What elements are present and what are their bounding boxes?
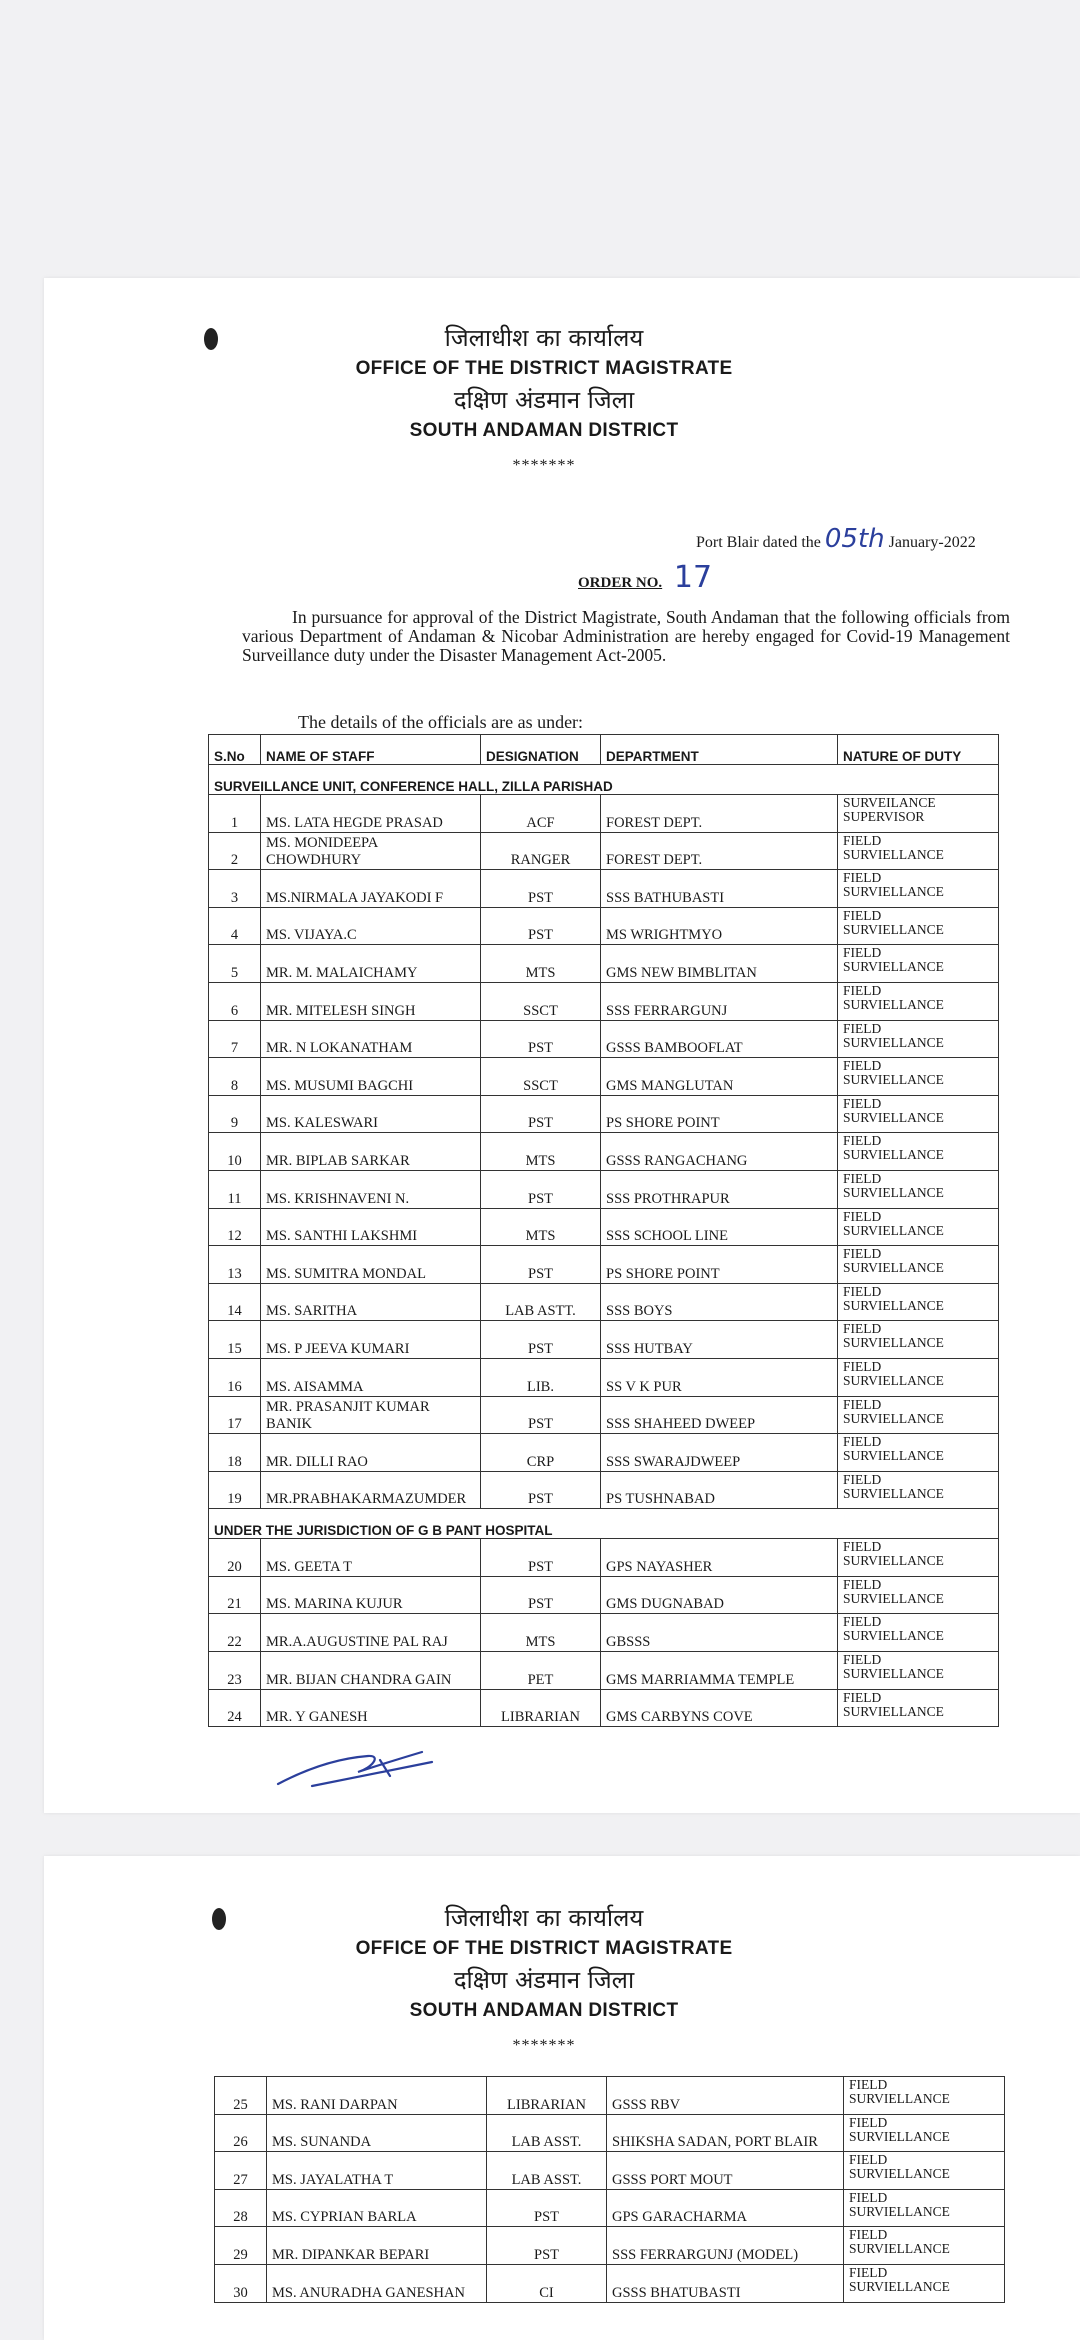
table-row (209, 832, 999, 870)
cell-duty (838, 1321, 999, 1359)
cell-designation: PST (481, 870, 601, 908)
cell-designation: PST (487, 2227, 607, 2265)
section-row (209, 765, 999, 795)
cell-designation: MTS (481, 1133, 601, 1171)
duty-line-2: SURVIELLANCE (843, 1448, 944, 1464)
duty-line-2: SURVIELLANCE (843, 1553, 944, 1569)
duty-line-2: SURVIELLANCE (849, 2203, 950, 2219)
cell-department: GPS NAYASHER (601, 1539, 838, 1577)
cell-name: MS. SARITHA (261, 1283, 481, 1321)
duty-line-2: SURVIELLANCE (843, 1590, 944, 1606)
duty-line-2: SURVIELLANCE (843, 1222, 944, 1238)
district-title: SOUTH ANDAMAN DISTRICT (409, 2000, 679, 2021)
cell-duty (838, 1283, 999, 1321)
table-row (215, 2114, 1005, 2152)
cell-designation: PST (481, 1095, 601, 1133)
duty-line-2: SURVIELLANCE (849, 2166, 950, 2182)
duty-line-1: FIELD (849, 2264, 888, 2280)
cell-department: SSS PROTHRAPUR (601, 1170, 838, 1208)
cell-duty (838, 1246, 999, 1284)
order-number (578, 560, 712, 595)
duty-line-1: FIELD (843, 1208, 882, 1224)
duty-line-1: SURVEILANCE (843, 795, 936, 810)
cell-designation: SSCT (481, 1058, 601, 1096)
date-month-year: January-2022 (888, 534, 976, 551)
date-line (696, 524, 976, 554)
cell-department: SSS FERRARGUNJ (MODEL) (607, 2227, 844, 2265)
duty-line-1: FIELD (843, 1689, 882, 1705)
cell-designation: PST (481, 1539, 601, 1577)
cell-duty (844, 2077, 1005, 2115)
duty-line-1: FIELD (843, 1358, 882, 1374)
cell-duty (838, 795, 999, 833)
cell-duty (838, 1614, 999, 1652)
cell-department: FOREST DEPT. (601, 832, 838, 870)
table-row (215, 2264, 1005, 2302)
cell-duty (838, 945, 999, 983)
cell-department: PS SHORE POINT (601, 1246, 838, 1284)
cell-duty (838, 832, 999, 870)
cell-designation: MTS (481, 1614, 601, 1652)
cell-department: GSSS RBV (607, 2077, 844, 2115)
duty-line-2: SURVIELLANCE (843, 1666, 944, 1682)
cell-designation: MTS (481, 1208, 601, 1246)
cell-name: MS. KRISHNAVENI N. (261, 1170, 481, 1208)
cell-designation: RANGER (481, 832, 601, 870)
cell-sno: 12 (209, 1208, 261, 1246)
staff-table (208, 734, 999, 1727)
duty-line-2: SURVIELLANCE (843, 996, 944, 1012)
duty-line-2: SURVIELLANCE (843, 1297, 944, 1313)
duty-line-2: SURVIELLANCE (849, 2128, 950, 2144)
cell-name: MR. DILLI RAO (261, 1434, 481, 1472)
cell-name: MS. SANTHI LAKSHMI (261, 1208, 481, 1246)
duty-line-2: SURVIELLANCE (843, 1260, 944, 1276)
cell-designation: PET (481, 1652, 601, 1690)
duty-line-2: SURVIELLANCE (849, 2241, 950, 2257)
cell-designation: CRP (481, 1434, 601, 1472)
table-row (215, 2227, 1005, 2265)
duty-line-1: FIELD (849, 2227, 888, 2243)
table-row (215, 2189, 1005, 2227)
cell-sno: 8 (209, 1058, 261, 1096)
table-row (209, 907, 999, 945)
cell-department: PS TUSHNABAD (601, 1471, 838, 1509)
duty-line-1: FIELD (843, 1471, 882, 1487)
cell-department: PS SHORE POINT (601, 1095, 838, 1133)
duty-line-1: FIELD (843, 1283, 882, 1299)
cell-department: GMS DUGNABAD (601, 1576, 838, 1614)
cell-duty (844, 2114, 1005, 2152)
table-row (209, 1652, 999, 1690)
table-row (209, 1020, 999, 1058)
table-row (209, 1614, 999, 1652)
header-name: NAME OF STAFF (261, 735, 481, 765)
cell-department: SSS BOYS (601, 1283, 838, 1321)
order-label: ORDER NO. (578, 575, 663, 591)
cell-name: MS. AISAMMA (261, 1358, 481, 1396)
cell-sno: 2 (209, 832, 261, 870)
cell-duty (838, 1652, 999, 1690)
cell-duty (838, 1020, 999, 1058)
cell-name: MS. GEETA T (261, 1539, 481, 1577)
cell-name: MS. CYPRIAN BARLA (267, 2189, 487, 2227)
document-page-2 (44, 1856, 1080, 2340)
cell-duty (838, 870, 999, 908)
duty-line-2: SURVIELLANCE (849, 2278, 950, 2294)
header-duty: NATURE OF DUTY (838, 735, 999, 765)
separator-stars: ******* (512, 2037, 576, 2054)
duty-line-1: FIELD (843, 982, 882, 998)
cell-sno: 14 (209, 1283, 261, 1321)
hindi-office-title: जिलाधीश का कार्यालय (444, 324, 644, 352)
duty-line-1: FIELD (843, 1170, 882, 1186)
cell-department: SS V K PUR (601, 1358, 838, 1396)
cell-duty (838, 982, 999, 1020)
hindi-district-title: दक्षिण अंडमान जिला (453, 386, 635, 414)
cell-duty (844, 2227, 1005, 2265)
cell-name: MS. MONIDEEPA CHOWDHURY (261, 832, 481, 870)
table-row (209, 1170, 999, 1208)
date-prefix: Port Blair dated the (696, 534, 821, 551)
table-header-row (209, 735, 999, 765)
table-row (209, 1396, 999, 1434)
duty-line-2: SURVIELLANCE (843, 1372, 944, 1388)
cell-department: MS WRIGHTMYO (601, 907, 838, 945)
duty-line-1: FIELD (843, 1246, 882, 1262)
table-row (209, 1358, 999, 1396)
letterhead (44, 1902, 1044, 2066)
cell-sno: 4 (209, 907, 261, 945)
cell-designation: CI (487, 2264, 607, 2302)
cell-designation: PST (481, 1576, 601, 1614)
cell-sno: 23 (209, 1652, 261, 1690)
cell-sno: 11 (209, 1170, 261, 1208)
cell-sno: 20 (209, 1539, 261, 1577)
duty-line-1: FIELD (843, 1576, 882, 1592)
cell-department: GSSS BHATUBASTI (607, 2264, 844, 2302)
duty-line-2: SURVIELLANCE (843, 1034, 944, 1050)
order-paragraph (242, 608, 1010, 665)
duty-line-2: SURVIELLANCE (843, 884, 944, 900)
cell-name: MS. MARINA KUJUR (261, 1576, 481, 1614)
duty-line-2: SUPERVISOR (843, 809, 925, 824)
table-row (209, 1689, 999, 1727)
duty-line-1: FIELD (843, 1614, 882, 1630)
office-title: OFFICE OF THE DISTRICT MAGISTRATE (355, 358, 733, 379)
hindi-office-title: जिलाधीश का कार्यालय (444, 1904, 644, 1932)
cell-sno: 29 (215, 2227, 267, 2265)
cell-duty (844, 2264, 1005, 2302)
cell-sno: 7 (209, 1020, 261, 1058)
handwritten-order-number: 17 (673, 560, 713, 595)
cell-designation: PST (481, 1396, 601, 1434)
cell-duty (838, 1133, 999, 1171)
signature-scribble (272, 1736, 442, 1796)
table-row (209, 982, 999, 1020)
section-title: UNDER THE JURISDICTION OF G B PANT HOSPITAL (209, 1509, 999, 1539)
duty-line-2: SURVIELLANCE (843, 1147, 944, 1163)
cell-duty (838, 1471, 999, 1509)
cell-designation: PST (481, 1471, 601, 1509)
cell-name: MS. JAYALATHA T (267, 2152, 487, 2190)
cell-department: SSS HUTBAY (601, 1321, 838, 1359)
duty-line-1: FIELD (843, 870, 882, 886)
cell-department: GSSS PORT MOUT (607, 2152, 844, 2190)
cell-sno: 25 (215, 2077, 267, 2115)
duty-line-1: FIELD (849, 2077, 888, 2092)
duty-line-1: FIELD (843, 907, 882, 923)
duty-line-2: SURVIELLANCE (843, 1703, 944, 1719)
separator-stars: ******* (512, 457, 576, 474)
cell-designation: LAB ASTT. (481, 1283, 601, 1321)
cell-duty (844, 2189, 1005, 2227)
cell-name: MS. ANURADHA GANESHAN (267, 2264, 487, 2302)
cell-department: GMS MANGLUTAN (601, 1058, 838, 1096)
cell-sno: 10 (209, 1133, 261, 1171)
cell-sno: 24 (209, 1689, 261, 1727)
duty-line-1: FIELD (843, 1396, 882, 1412)
duty-line-2: SURVIELLANCE (843, 1072, 944, 1088)
cell-duty (838, 1539, 999, 1577)
duty-line-1: FIELD (843, 1133, 882, 1149)
hindi-district-title: दक्षिण अंडमान जिला (453, 1966, 635, 1994)
cell-sno: 30 (215, 2264, 267, 2302)
duty-line-2: SURVIELLANCE (843, 1335, 944, 1351)
table-row (215, 2152, 1005, 2190)
cell-department: GMS NEW BIMBLITAN (601, 945, 838, 983)
duty-line-1: FIELD (843, 832, 882, 848)
details-line: The details of the officials are as under: (298, 712, 584, 732)
duty-line-1: FIELD (843, 1652, 882, 1668)
cell-sno: 3 (209, 870, 261, 908)
district-title: SOUTH ANDAMAN DISTRICT (409, 420, 679, 441)
cell-sno: 1 (209, 795, 261, 833)
duty-line-2: SURVIELLANCE (843, 1485, 944, 1501)
cell-sno: 17 (209, 1396, 261, 1434)
cell-department: GSSS RANGACHANG (601, 1133, 838, 1171)
duty-line-1: FIELD (843, 1321, 882, 1337)
cell-department: GBSSS (601, 1614, 838, 1652)
cell-department: SSS SHAHEED DWEEP (601, 1396, 838, 1434)
cell-name: MR.A.AUGUSTINE PAL RAJ (261, 1614, 481, 1652)
cell-duty (838, 1689, 999, 1727)
cell-designation: LAB ASST. (487, 2114, 607, 2152)
duty-line-1: FIELD (849, 2189, 888, 2205)
table-row (209, 1283, 999, 1321)
cell-name: MR. BIPLAB SARKAR (261, 1133, 481, 1171)
cell-name: MS. SUMITRA MONDAL (261, 1246, 481, 1284)
cell-sno: 6 (209, 982, 261, 1020)
header-department: DEPARTMENT (601, 735, 838, 765)
cell-designation: LIB. (481, 1358, 601, 1396)
table-row (209, 1095, 999, 1133)
cell-department: GSSS BAMBOOFLAT (601, 1020, 838, 1058)
cell-name: MR. Y GANESH (261, 1689, 481, 1727)
office-title: OFFICE OF THE DISTRICT MAGISTRATE (355, 1938, 733, 1959)
table-row (209, 1133, 999, 1171)
duty-line-2: SURVIELLANCE (843, 1410, 944, 1426)
cell-sno: 5 (209, 945, 261, 983)
cell-name: MS. RANI DARPAN (267, 2077, 487, 2115)
cell-duty (838, 1170, 999, 1208)
duty-line-1: FIELD (843, 945, 882, 961)
cell-designation: PST (481, 1321, 601, 1359)
cell-sno: 9 (209, 1095, 261, 1133)
table-row (209, 1058, 999, 1096)
cell-name: MS. KALESWARI (261, 1095, 481, 1133)
cell-designation: PST (481, 907, 601, 945)
cell-department: SSS SCHOOL LINE (601, 1208, 838, 1246)
cell-name: MS. MUSUMI BAGCHI (261, 1058, 481, 1096)
cell-duty (838, 1095, 999, 1133)
cell-duty (838, 1358, 999, 1396)
cell-name: MS. SUNANDA (267, 2114, 487, 2152)
duty-line-2: SURVIELLANCE (843, 1184, 944, 1200)
cell-designation: LIBRARIAN (481, 1689, 601, 1727)
cell-sno: 27 (215, 2152, 267, 2190)
section-row (209, 1509, 999, 1539)
cell-designation: MTS (481, 945, 601, 983)
cell-name: MS. VIJAYA.C (261, 907, 481, 945)
cell-duty (838, 1576, 999, 1614)
cell-department: SHIKSHA SADAN, PORT BLAIR (607, 2114, 844, 2152)
duty-line-2: SURVIELLANCE (843, 921, 944, 937)
cell-designation: ACF (481, 795, 601, 833)
cell-name: MR. PRASANJIT KUMAR BANIK (261, 1396, 481, 1434)
cell-sno: 28 (215, 2189, 267, 2227)
table-row (209, 1246, 999, 1284)
duty-line-2: SURVIELLANCE (843, 1109, 944, 1125)
cell-name: MR.PRABHAKARMAZUMDER (261, 1471, 481, 1509)
cell-name: MS. LATA HEGDE PRASAD (261, 795, 481, 833)
table-row (209, 1471, 999, 1509)
cell-sno: 22 (209, 1614, 261, 1652)
table-row (209, 945, 999, 983)
duty-line-2: SURVIELLANCE (843, 1628, 944, 1644)
cell-duty (838, 1434, 999, 1472)
cell-name: MR. M. MALAICHAMY (261, 945, 481, 983)
cell-sno: 15 (209, 1321, 261, 1359)
cell-department: GMS MARRIAMMA TEMPLE (601, 1652, 838, 1690)
cell-name: MS. P JEEVA KUMARI (261, 1321, 481, 1359)
cell-name: MR. BIJAN CHANDRA GAIN (261, 1652, 481, 1690)
table-row (209, 795, 999, 833)
cell-name: MR. DIPANKAR BEPARI (267, 2227, 487, 2265)
letterhead (44, 322, 1044, 486)
cell-name: MR. MITELESH SINGH (261, 982, 481, 1020)
cell-department: SSS BATHUBASTI (601, 870, 838, 908)
duty-line-1: FIELD (843, 1539, 882, 1555)
document-page-1 (44, 278, 1080, 1813)
duty-line-1: FIELD (843, 1095, 882, 1111)
cell-sno: 26 (215, 2114, 267, 2152)
cell-sno: 18 (209, 1434, 261, 1472)
duty-line-2: SURVIELLANCE (843, 959, 944, 975)
cell-designation: SSCT (481, 982, 601, 1020)
cell-department: FOREST DEPT. (601, 795, 838, 833)
cell-sno: 16 (209, 1358, 261, 1396)
cell-sno: 13 (209, 1246, 261, 1284)
table-row (209, 1208, 999, 1246)
cell-sno: 19 (209, 1471, 261, 1509)
header-sno: S.No (209, 735, 261, 765)
cell-department: SSS FERRARGUNJ (601, 982, 838, 1020)
duty-line-1: FIELD (843, 1058, 882, 1074)
cell-designation: LAB ASST. (487, 2152, 607, 2190)
section-title: SURVEILLANCE UNIT, CONFERENCE HALL, ZILLA PARISHAD (209, 765, 999, 795)
cell-duty (838, 1058, 999, 1096)
header-designation: DESIGNATION (481, 735, 601, 765)
cell-designation: PST (481, 1020, 601, 1058)
duty-line-2: SURVIELLANCE (843, 846, 944, 862)
duty-line-1: FIELD (849, 2114, 888, 2130)
duty-line-2: SURVIELLANCE (849, 2091, 950, 2106)
duty-line-1: FIELD (849, 2152, 888, 2168)
table-row (215, 2077, 1005, 2115)
cell-sno: 21 (209, 1576, 261, 1614)
cell-department: SSS SWARAJDWEEP (601, 1434, 838, 1472)
cell-duty (838, 1396, 999, 1434)
cell-name: MR. N LOKANATHAM (261, 1020, 481, 1058)
duty-line-1: FIELD (843, 1020, 882, 1036)
handwritten-date: 05th (824, 524, 885, 554)
table-row (209, 1321, 999, 1359)
cell-designation: PST (481, 1246, 601, 1284)
staff-table-continued (214, 2076, 1005, 2303)
duty-line-1: FIELD (843, 1434, 882, 1450)
cell-designation: PST (487, 2189, 607, 2227)
table-row (209, 1539, 999, 1577)
table-row (209, 1434, 999, 1472)
cell-department: GPS GARACHARMA (607, 2189, 844, 2227)
cell-designation: PST (481, 1170, 601, 1208)
cell-duty (838, 907, 999, 945)
table-row (209, 870, 999, 908)
cell-department: GMS CARBYNS COVE (601, 1689, 838, 1727)
cell-name: MS.NIRMALA JAYAKODI F (261, 870, 481, 908)
cell-duty (838, 1208, 999, 1246)
cell-duty (844, 2152, 1005, 2190)
order-text: In pursuance for approval of the District Magistrate, South Andaman that the following officials from various Department of Andaman & Nicobar Administration are hereby engaged for Covid-19 Management Surveillance duty under the Disaster Management Act-2005. (242, 607, 1010, 665)
table-row (209, 1576, 999, 1614)
cell-designation: LIBRARIAN (487, 2077, 607, 2115)
